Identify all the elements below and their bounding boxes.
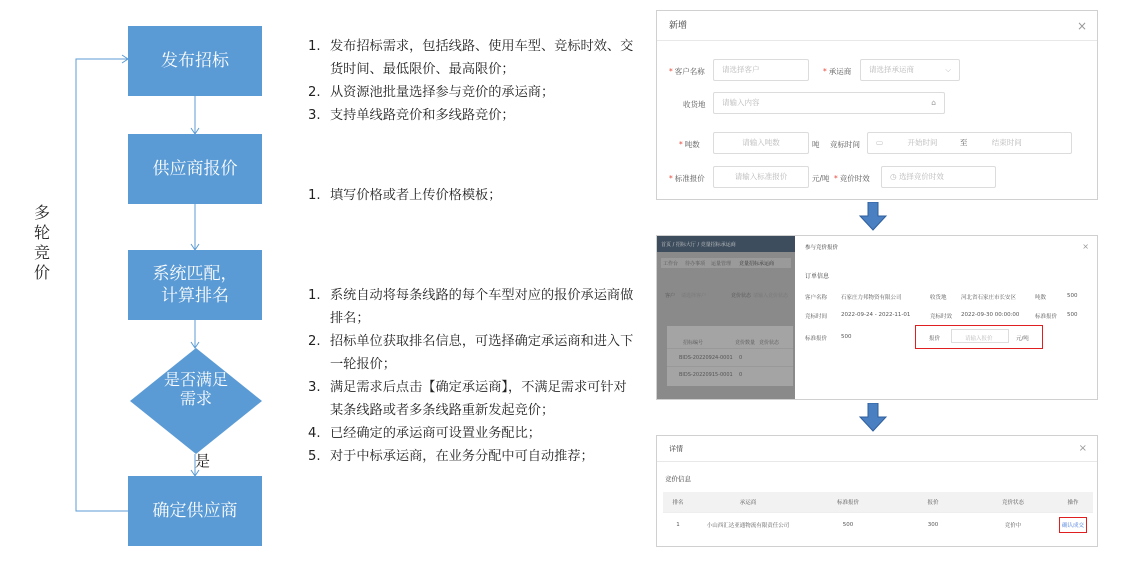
- bid-validity-label: * 竞价时效: [834, 174, 870, 183]
- yes-label: 是: [195, 452, 211, 470]
- bid-quote-screen: [656, 235, 1098, 400]
- node-decision-label: 是否满足需求: [163, 370, 228, 408]
- tonnage-input[interactable]: 请输入吨数: [713, 132, 809, 154]
- bid-time-range[interactable]: [867, 132, 1072, 154]
- table-cell: 0: [739, 372, 743, 378]
- node-quote: [128, 134, 262, 204]
- note-item: 2. 招标单位获取排名信息，可选择确定承运商和进入下一轮报价；: [308, 334, 634, 372]
- clock-icon: ◷: [890, 172, 899, 181]
- table-row[interactable]: BIDS-20220924-0001: [679, 355, 733, 361]
- down-arrow-icon: [858, 202, 888, 232]
- note-item: 2. 从资源池批量选择参与竞价的承运商；: [308, 85, 555, 100]
- background-list-page: [657, 236, 795, 400]
- ranking-table: [663, 492, 1093, 538]
- end-time: 结束时间: [991, 138, 1022, 147]
- std-price-label: * 标准报价: [669, 174, 705, 183]
- chevron-down-icon: ⌵: [945, 65, 951, 74]
- note-item: 1. 发布招标需求，包括线路、使用车型、竞标时效、交货时间、最低限价、最高限价；: [308, 39, 634, 77]
- status-cell: 竞价中: [973, 512, 1053, 538]
- note-item: 3. 支持单线路竞价和多线路竞价；: [308, 108, 515, 123]
- tonnage-value: 500: [1067, 293, 1078, 299]
- range-separator: 至: [959, 138, 968, 147]
- tonnage-label: * 吨数: [679, 140, 700, 149]
- table-row: [663, 512, 1093, 538]
- rank-cell: 1: [663, 512, 693, 538]
- note-item: 1. 填写价格或者上传价格模板；: [308, 188, 502, 203]
- notes-quote: [308, 184, 638, 207]
- bid-time-label: 竞标时间: [830, 140, 860, 149]
- location-icon: ⌂: [931, 98, 936, 107]
- tab-volume[interactable]: 运量管理: [711, 261, 732, 267]
- col-header: 承运商: [693, 492, 803, 512]
- customer-select[interactable]: 请选择客户: [713, 59, 809, 81]
- close-icon[interactable]: ×: [1076, 19, 1087, 33]
- table-row[interactable]: BIDS-20220915-0001: [679, 372, 733, 378]
- carrier-label: * 承运商: [823, 67, 852, 76]
- confirm-deal-button[interactable]: 确认成交: [1059, 517, 1087, 533]
- notes-publish: [308, 35, 638, 127]
- col-header: 招标编号: [683, 340, 704, 346]
- col-header: 排名: [663, 492, 693, 512]
- std-price-unit: 元/吨: [812, 174, 830, 183]
- node-confirm: [128, 476, 262, 546]
- std-value: 500: [1067, 312, 1078, 318]
- close-icon[interactable]: ×: [1082, 242, 1089, 251]
- carrier-select[interactable]: 请选择承运商 ⌵: [860, 59, 960, 81]
- std-label: 标准报价: [1035, 314, 1058, 320]
- action-cell: [1053, 512, 1093, 538]
- quote-cell: 300: [893, 512, 973, 538]
- filter-input[interactable]: 请选择客户: [681, 293, 707, 299]
- section-title: 订单信息: [805, 273, 830, 280]
- dialog-title: 新增: [669, 21, 688, 31]
- breadcrumb: 首页 / 招标大厅 / 竞量招标承运商: [661, 242, 736, 248]
- std-price-label: 标准报价: [805, 336, 828, 342]
- row-divider: [667, 366, 793, 367]
- col-header: 竞价状态: [973, 492, 1053, 512]
- tonnage-label: 吨数: [1035, 295, 1047, 301]
- quote-unit: 元/吨: [1016, 336, 1029, 342]
- customer-value: 石家庄力邦物资有限公司: [841, 295, 902, 301]
- tab-workbench[interactable]: 工作台: [663, 261, 679, 267]
- loop-line: [76, 59, 128, 511]
- down-arrow-icon: [858, 403, 888, 433]
- receiver-input[interactable]: 请输入内容 ⌂: [713, 92, 945, 114]
- receiver-value: 河北省石家庄市长安区: [961, 295, 1017, 301]
- receiver-label: 收货地: [930, 295, 947, 301]
- start-time: 开始时间: [907, 138, 938, 147]
- node-match-label: 系统匹配，计算排名: [152, 264, 238, 306]
- note-item: 5. 对于中标承运商，在业务分配中可自动推荐；: [308, 449, 594, 464]
- customer-label: 客户名称: [805, 295, 828, 301]
- close-icon[interactable]: ×: [1078, 443, 1087, 454]
- deadline-label: 竞标时效: [930, 314, 953, 320]
- node-publish-label: 发布招标: [161, 51, 229, 71]
- customer-label: * 客户名称: [669, 67, 705, 76]
- node-match: [128, 250, 262, 320]
- notes-match: [308, 284, 638, 468]
- dialog-title: 详情: [669, 445, 683, 453]
- node-quote-label: 供应商报价: [152, 159, 238, 179]
- std-price-value: 500: [841, 334, 852, 340]
- std-price-input[interactable]: 请输入标准报价: [713, 166, 809, 188]
- quote-label: 报价: [929, 336, 941, 342]
- note-item: 4. 已经确定的承运商可设置业务配比；: [308, 426, 541, 441]
- table-header-row: [663, 492, 1093, 512]
- table-cell: 0: [739, 355, 743, 361]
- col-header: 操作: [1053, 492, 1093, 512]
- bid-time-value: 2022-09-24 - 2022-11-01: [841, 312, 911, 318]
- filter-input-2[interactable]: 请输入竞价状态: [753, 293, 789, 299]
- col-header: 竞价状态: [759, 340, 780, 346]
- calendar-icon: ▭: [876, 138, 884, 147]
- quote-placeholder: 请输入报价: [965, 336, 993, 342]
- filter-label: 客户: [665, 293, 676, 299]
- dialog-title: 参与竞价报价: [805, 245, 839, 251]
- bid-time-label: 竞标时间: [805, 314, 828, 320]
- filter-label-2: 竞价状态: [731, 293, 752, 299]
- col-header: 竞价数量: [735, 340, 756, 346]
- note-item: 1. 系统自动将每条线路的每个车型对应的报价承运商做排名；: [308, 288, 634, 326]
- deadline-value: 2022-09-30 00:00:00: [961, 312, 1020, 318]
- dialog-header: [657, 11, 1097, 41]
- section-title: 竞价信息: [665, 475, 691, 483]
- carrier-cell: 小山西汇达亚通物流有限责任公司: [693, 512, 803, 538]
- tab-bidding[interactable]: 竞量招标承运商: [739, 261, 775, 267]
- std-price-cell: 500: [803, 512, 893, 538]
- new-bid-dialog: [656, 10, 1098, 200]
- detail-dialog: [656, 435, 1098, 547]
- bid-dialog: [795, 236, 1098, 400]
- col-header: 报价: [893, 492, 973, 512]
- node-confirm-label: 确定供应商: [152, 501, 238, 521]
- tab-todo[interactable]: 待办事项: [685, 261, 706, 267]
- row-divider: [667, 348, 793, 349]
- bid-validity-select[interactable]: ◷ 选择竞价时效: [881, 166, 996, 188]
- receiver-label: 收货地: [683, 100, 706, 109]
- dialog-header: [657, 436, 1097, 462]
- tonnage-unit: 吨: [812, 140, 820, 149]
- loop-label: 多轮竞价: [33, 203, 50, 282]
- node-publish: [128, 26, 262, 96]
- note-item: 3. 满足需求后点击【确定承运商】，不满足需求可针对某条线路或者多条线路重新发起竞价；: [308, 380, 627, 418]
- node-decision: [130, 348, 262, 454]
- col-header: 标准报价: [803, 492, 893, 512]
